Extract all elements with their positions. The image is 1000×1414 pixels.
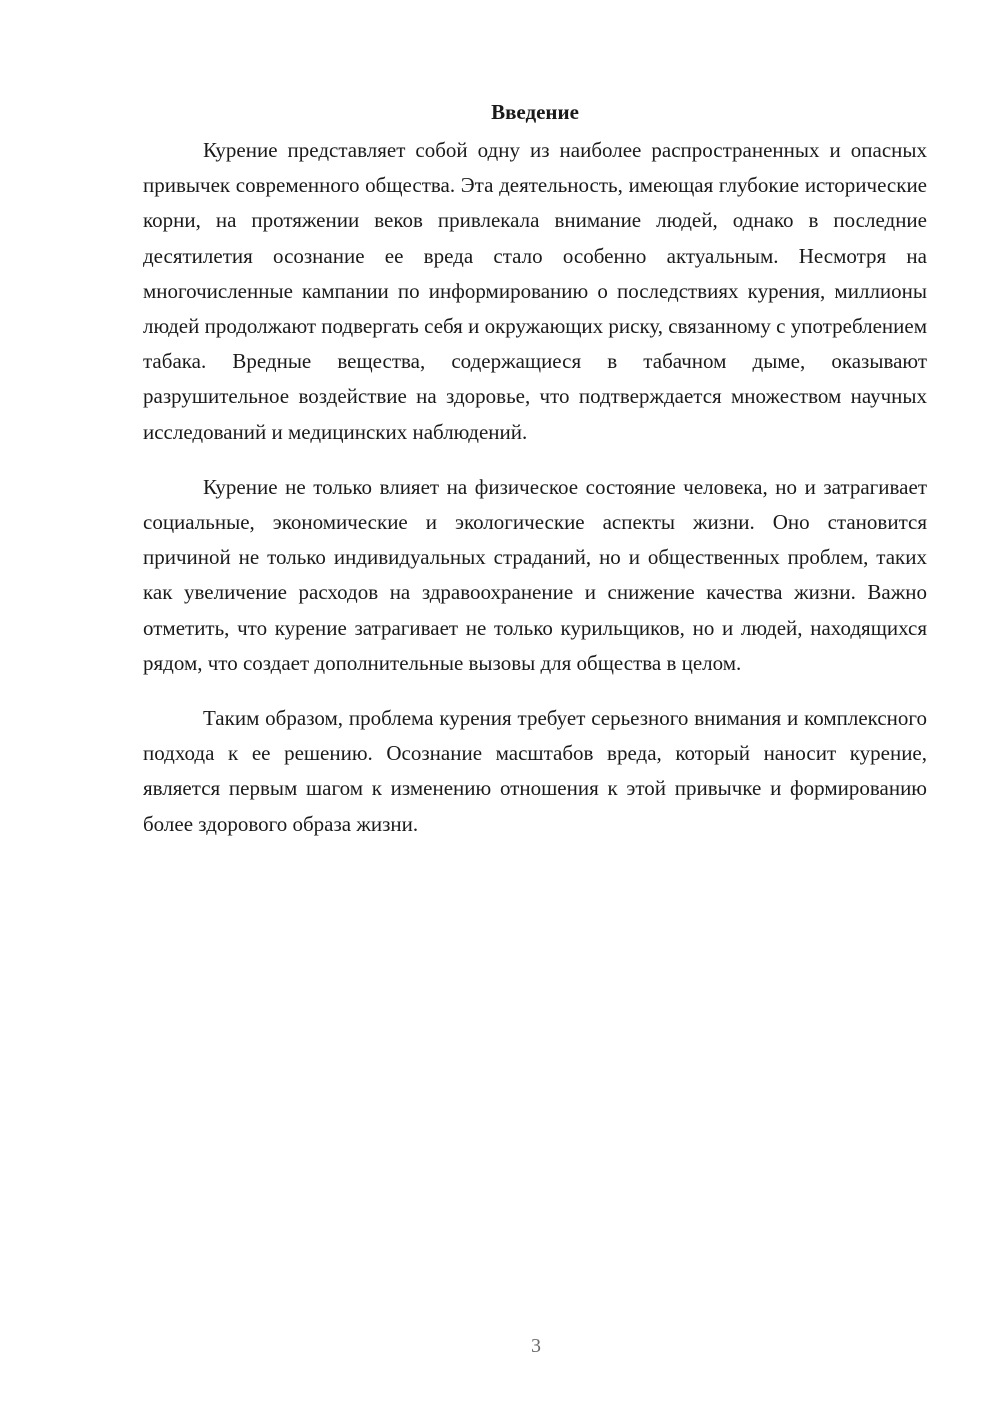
page-content [143,95,927,842]
paragraph-2: Курение не только влияет на физическое состояние человека, но и затрагивает социальные, экономические и экологические аспекты жизни. Оно становится причиной не только индивидуальных страданий, но и общественных проблем, таких как увеличение расходов на здравоохранение и снижение качества жизни. Важно отметить, что курение затрагивает не только курильщиков, но и людей, находящихся рядом, что создает дополнительные вызовы для общества в целом. [143,474,927,675]
paragraph-1: Курение представляет собой одну из наиболее распространенных и опасных привычек современного общества. Эта деятельность, имеющая глубокие исторические корни, на протяжении веков привлекала внимание людей, однако в последние десятилетия осознание ее вреда стало особенно актуальным. Несмотря на многочисленные кампании по информированию о последствиях курения, миллионы людей продолжают подвергать себя и окружающих риску, связанному с употреблением табака. Вредные вещества, содержащиеся в табачном дыме, оказывают разрушительное воздействие на здоровье, что подтверждается множеством научных исследований и медицинских наблюдений. [143,138,927,444]
page-number: 3 [531,1335,541,1357]
paragraph-3: Таким образом, проблема курения требует серьезного внимания и комплексного подхода к ее решению. Осознание масштабов вреда, который наносит курение, является первым шагом к изменению отношения к этой привычке и формированию более здорового образа жизни. [143,706,927,836]
section-heading: Введение [491,100,579,124]
